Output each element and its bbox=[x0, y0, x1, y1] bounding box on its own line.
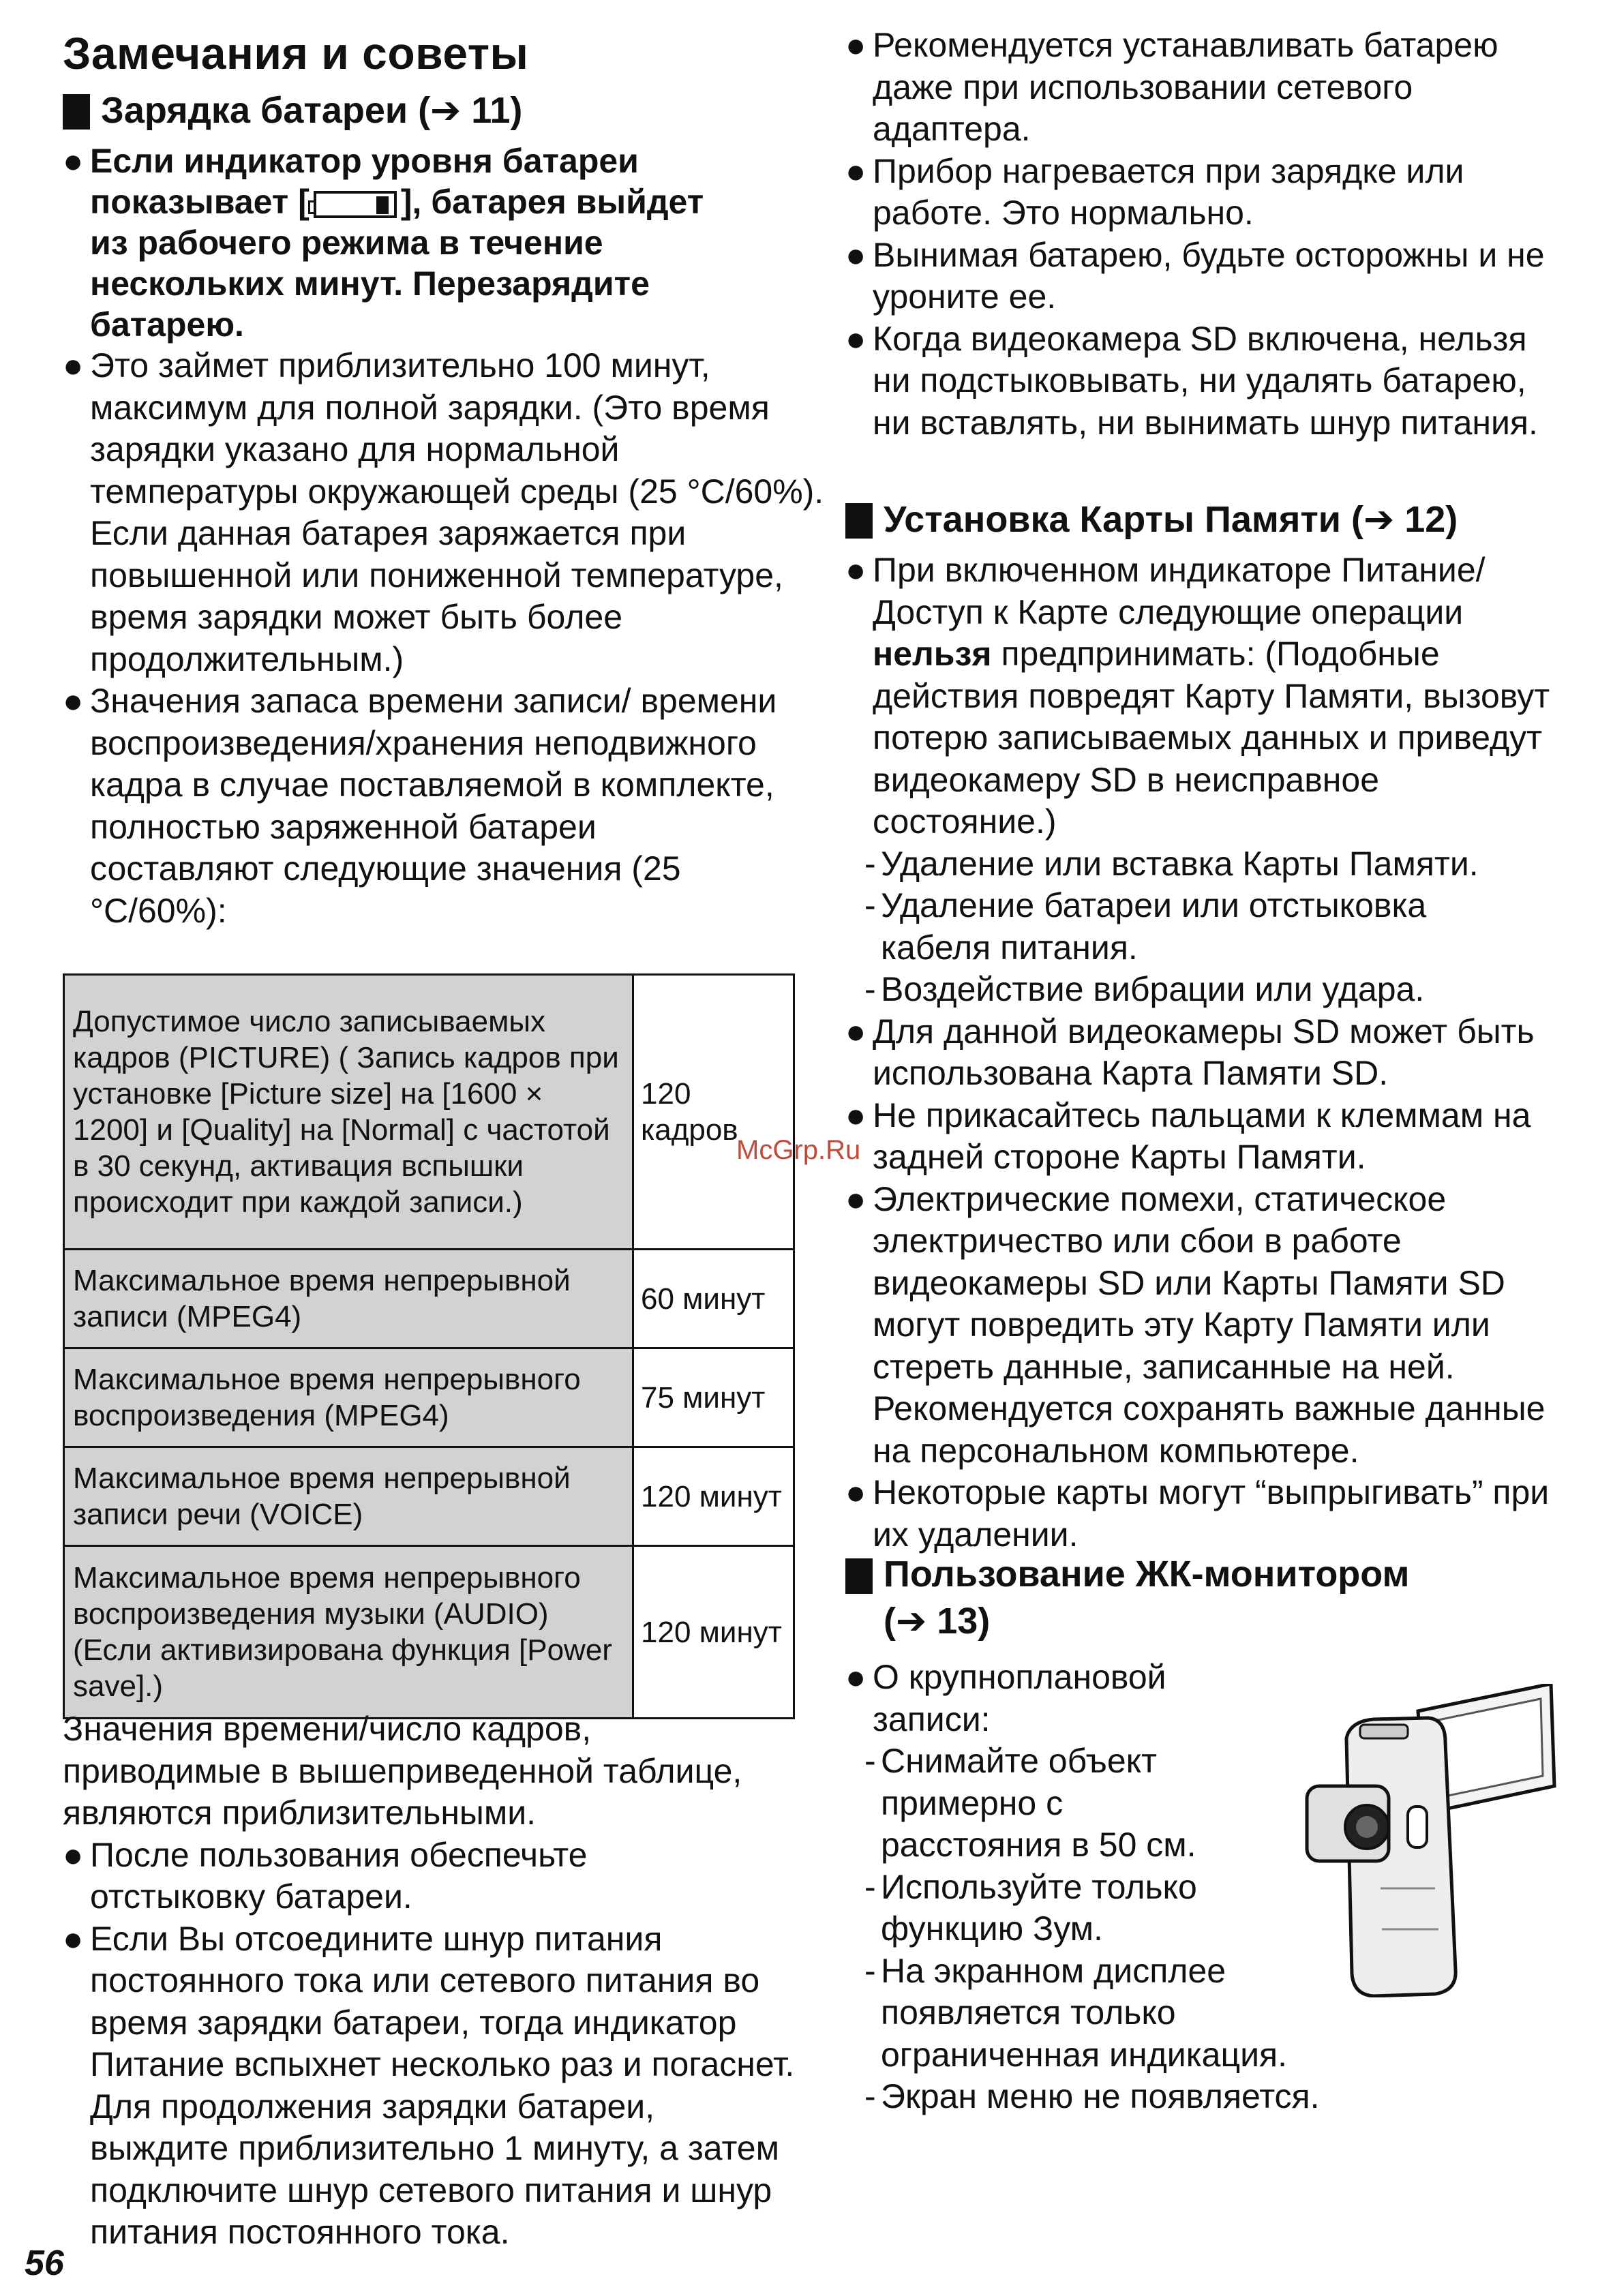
bullet-icon: ● bbox=[845, 26, 866, 64]
table-cell-value: 120 кадров bbox=[633, 975, 794, 1250]
table-row bbox=[64, 1546, 794, 1719]
table-cell-value: 60 минут bbox=[633, 1250, 794, 1348]
table-cell-label: Максимальное время непрерывной записи речи (VOICE) bbox=[64, 1447, 633, 1546]
table-row bbox=[64, 975, 794, 1250]
battery-low-icon bbox=[314, 191, 397, 218]
bullet-icon: ● bbox=[63, 142, 84, 180]
bullet-icon: ● bbox=[63, 1919, 84, 1958]
list-item: ● Если индикатор уровня батареи показывает [ ], батарея выйдет из рабочего режима в течение нескольких минут. Перезарядите батарею. bbox=[63, 142, 704, 344]
battery-capacity-table bbox=[63, 973, 795, 1719]
card-notes bbox=[845, 549, 1568, 1556]
list-item: ● Рекомендуется устанавливать батарею даже при использовании сетевого адаптера. bbox=[845, 26, 1498, 148]
page-title: Замечания и советы bbox=[63, 28, 529, 78]
bullet-icon: ● bbox=[63, 346, 84, 384]
sub-item: - Используйте только функцию Зум. bbox=[864, 1867, 1197, 1948]
table-cell-label: Максимальное время непрерывного воспроизведения музыки (AUDIO) (Если активизирована функция [Power save].) bbox=[64, 1546, 633, 1719]
sub-item: - На экранном дисплее появляется только ограниченная индикация. bbox=[864, 1951, 1288, 2074]
table-cell-label: Максимальное время непрерывного воспроизведения (MPEG4) bbox=[64, 1348, 633, 1447]
table-cell-label: Допустимое число записываемых кадров (PICTURE) ( Запись кадров при установке [Picture size] на [1600 × 1200] и [Quality] на [Normal] с частотой в 30 секунд, активация вспышки происходит при каждой записи.) bbox=[64, 975, 633, 1250]
watermark-text: McGrp.Ru bbox=[736, 1135, 861, 1165]
bullet-icon: ● bbox=[63, 682, 84, 720]
battery-notes-2 bbox=[63, 1708, 799, 2254]
battery-notes bbox=[63, 140, 824, 932]
list-item: ● Для данной видеокамеры SD может быть использована Карта Памяти SD. bbox=[845, 1012, 1535, 1092]
list-item: ● Прибор нагревается при зарядке или работе. Это нормально. bbox=[845, 151, 1464, 232]
list-item: ● При включенном индикаторе Питание/ Доступ к Карте следующие операции нельзя предпринимать: (Подобные действия повредят Карту Памяти, вызовут потерю записываемых данных и приведут видеокамеру SD в неисправное состояние.) bbox=[845, 551, 1550, 841]
list-item: ● Это займет приблизительно 100 минут, максимум для полной зарядки. (Это время зарядки указано для нормальной температуры окружающей среды (25 °C/60%). Если данная батарея заряжается при повышенной или пониженной температуре, время зарядки может быть более продолжительным.) bbox=[63, 346, 824, 678]
table-cell-label: Максимальное время непрерывной записи (MPEG4) bbox=[64, 1250, 633, 1348]
bullet-icon: ● bbox=[845, 551, 866, 589]
section-heading-lcd: Пользование ЖК-монитором (➔ 13) bbox=[845, 1553, 1410, 1642]
sub-item: - Удаление или вставка Карты Памяти. bbox=[864, 844, 1479, 883]
table-cell-value: 75 минут bbox=[633, 1348, 794, 1447]
table-row bbox=[64, 1348, 794, 1447]
list-item: ● Некоторые карты могут “выпрыгивать” при их удалении. bbox=[845, 1473, 1550, 1554]
list-item: ● Электрические помехи, статическое электричество или сбои в работе видеокамеры SD или Карты Памяти SD могут повредить эту Карту Памяти или стереть данные, записанные на ней. Рекомендуется сохранять важные данные на персональном компьютере. bbox=[845, 1179, 1546, 1470]
section-marker-icon bbox=[63, 94, 90, 130]
section-heading-text: Пользование ЖК-монитором bbox=[884, 1554, 1410, 1595]
table-cell-value: 120 минут bbox=[633, 1546, 794, 1719]
bullet-icon: ● bbox=[63, 1835, 84, 1874]
bullet-icon: ● bbox=[845, 1096, 866, 1134]
bullet-icon: ● bbox=[845, 1179, 866, 1218]
list-item: ● Если Вы отсоедините шнур питания постоянного тока или сетевого питания во время зарядки батареи, тогда индикатор Питание вспыхнет несколько раз и погаснет. Для продолжения зарядки батареи, выждите приблизительно 1 минуту, а затем подключите шнур сетевого питания и шнур питания постоянного тока. bbox=[63, 1919, 795, 2251]
section-heading-battery bbox=[63, 89, 522, 132]
table-row bbox=[64, 1447, 794, 1546]
list-item: ● После пользования обеспечьте отстыковку батареи. bbox=[63, 1835, 588, 1916]
section-heading-card bbox=[845, 498, 1458, 541]
sub-item: - Снимайте объект примерно с расстояния в 50 см. bbox=[864, 1742, 1196, 1864]
list-item: ● Значения запаса времени записи/ времени воспроизведения/хранения неподвижного кадра в случае поставляемой в комплекте, полностью заряженной батареи составляют следующие значения (25 °C/60%): bbox=[63, 682, 777, 930]
sub-item: - Воздействие вибрации или удара. bbox=[864, 970, 1425, 1008]
battery-notes-3 bbox=[845, 25, 1568, 444]
list-item: ● Вынимая батарею, будьте осторожны и не уроните ее. bbox=[845, 235, 1545, 316]
camcorder-illustration bbox=[1299, 1684, 1565, 1997]
bullet-icon: ● bbox=[845, 319, 866, 358]
list-item: ● Когда видеокамера SD включена, нельзя ни подстыковывать, ни удалять батарею, ни вставлять, ни вынимать шнур питания. bbox=[845, 319, 1538, 442]
bullet-icon: ● bbox=[845, 1473, 866, 1511]
list-item: ● Не прикасайтесь пальцами к клеммам на задней стороне Карты Памяти. bbox=[845, 1096, 1531, 1176]
bullet-icon: ● bbox=[845, 151, 866, 190]
table-note: Значения времени/число кадров, приводимые в вышеприведенной таблице, являются приблизительными. bbox=[63, 1710, 742, 1832]
section-heading-text: Установка Карты Памяти (➔ 12) bbox=[884, 499, 1458, 540]
table-cell-value: 120 минут bbox=[633, 1447, 794, 1546]
lcd-notes bbox=[845, 1657, 1363, 2118]
section-heading-text: Зарядка батареи (➔ 11) bbox=[101, 90, 523, 131]
bullet-icon: ● bbox=[845, 1012, 866, 1051]
sub-item: - Удаление батареи или отстыковка кабеля питания. bbox=[864, 886, 1427, 967]
section-marker-icon bbox=[845, 1558, 873, 1594]
bullet-icon: ● bbox=[845, 235, 866, 274]
sub-item: - Экран меню не появляется. bbox=[864, 2077, 1320, 2115]
bullet-icon: ● bbox=[845, 1658, 866, 1696]
section-marker-icon bbox=[845, 503, 873, 539]
list-item: ● О крупноплановой записи: bbox=[845, 1658, 1166, 1738]
page-number: 56 bbox=[25, 2244, 64, 2283]
table-row bbox=[64, 1250, 794, 1348]
